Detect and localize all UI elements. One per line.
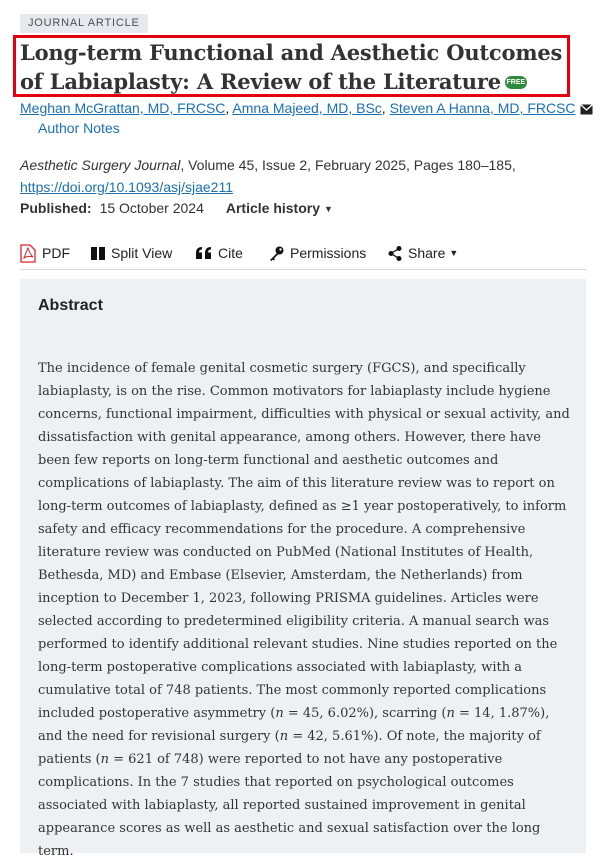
share-button[interactable] [388, 242, 458, 264]
citation-details: , Volume 45, Issue 2, February 2025, Pages 180–185, [180, 157, 516, 173]
doi-link[interactable]: https://doi.org/10.1093/asj/sjae211 [20, 179, 234, 195]
permissions-button[interactable] [269, 242, 366, 264]
author-link-1[interactable]: Meghan McGrattan, MD, FRCSC [20, 100, 226, 116]
split-view-icon [91, 247, 105, 260]
article-history-label: Article history [225, 200, 320, 216]
journal-name: Aesthetic Surgery Journal [20, 157, 181, 173]
abstract-text: The incidence of female genital cosmetic surgery (FGCS), and specifically labiaplasty, is on the rise. Common motivators for labiaplasty include hygiene concerns, functional impairment, difficulties with physical or sexual activity, and dissatisfaction with genital appearance, among others. However, there have been few reports on long-term functional and aesthetic outcomes and complications of labiaplasty. The aim of this literature review was to report on long-term outcomes of labiaplasty, defined as ≥1 year postoperatively, to inform safety and efficacy recommendations for the procedure. A comprehensive literature review was conducted on PubMed (National Institutes of Health, Bethesda, MD) and Embase (Elsevier, Amsterdam, the Netherlands) from inception to December 1, 2023, following PRISMA guidelines. Articles were selected according to predetermined eligibility criteria. A manual search was performed to identify additional relevant studies. Nine studies reported on the long-term postoperative complications associated with labiaplasty, with a cumulative total of 748 patients. The most commonly reported complications included postoperative asymmetry (n = 45, 6.02%), scarring (n = 14, 1.87%), and the need for revisional surgery (n = 42, 5.61%). Of note, the majority of patients (n = 621 of 748) were reported to not have any postoperative complications. In the 7 studies that reported on psychological outcomes associated with labiaplasty, all reported sustained improvement in genital appearance scores as well as aesthetic and sexual satisfaction over the long term. [38, 361, 570, 859]
caret-down-icon: ▼ [449, 248, 459, 258]
mail-icon[interactable] [580, 100, 593, 120]
pdf-icon [20, 244, 36, 263]
article-title-text: Long-term Functional and Aesthetic Outcomes of Labiaplasty: A Review of the Literature [20, 40, 563, 94]
author-list: Meghan McGrattan, MD, FRCSC, Amna Majeed, MD, BSc, Steven A Hanna, MD, FRCSC [20, 98, 593, 120]
share-label: Share [408, 245, 446, 261]
quote-icon [196, 247, 212, 259]
cite-label: Cite [218, 245, 243, 261]
share-icon [388, 246, 402, 261]
published-line [20, 200, 333, 216]
author-link-3[interactable]: Steven A Hanna, MD, FRCSC [389, 100, 576, 116]
pdf-button[interactable] [20, 242, 70, 264]
published-date: 15 October 2024 [99, 200, 204, 216]
abstract-heading: Abstract [38, 297, 103, 314]
split-view-button[interactable] [91, 242, 172, 264]
article-type-badge: JOURNAL ARTICLE [20, 14, 148, 33]
article-title [20, 38, 572, 96]
split-view-label: Split View [111, 245, 173, 261]
free-badge: FREE [505, 76, 527, 89]
abstract-section [20, 279, 586, 859]
article-history-toggle[interactable] [226, 200, 333, 216]
article-toolbar [20, 239, 586, 270]
permissions-label: Permissions [290, 245, 367, 261]
key-icon [269, 246, 284, 261]
pdf-label: PDF [42, 245, 70, 261]
published-label: Published: [20, 200, 92, 216]
author-link-2[interactable]: Amna Majeed, MD, BSc [232, 100, 382, 116]
citation [20, 154, 516, 198]
cite-button[interactable] [196, 242, 243, 264]
caret-down-icon: ▼ [324, 204, 333, 214]
author-notes-link[interactable]: Author Notes [38, 120, 120, 136]
